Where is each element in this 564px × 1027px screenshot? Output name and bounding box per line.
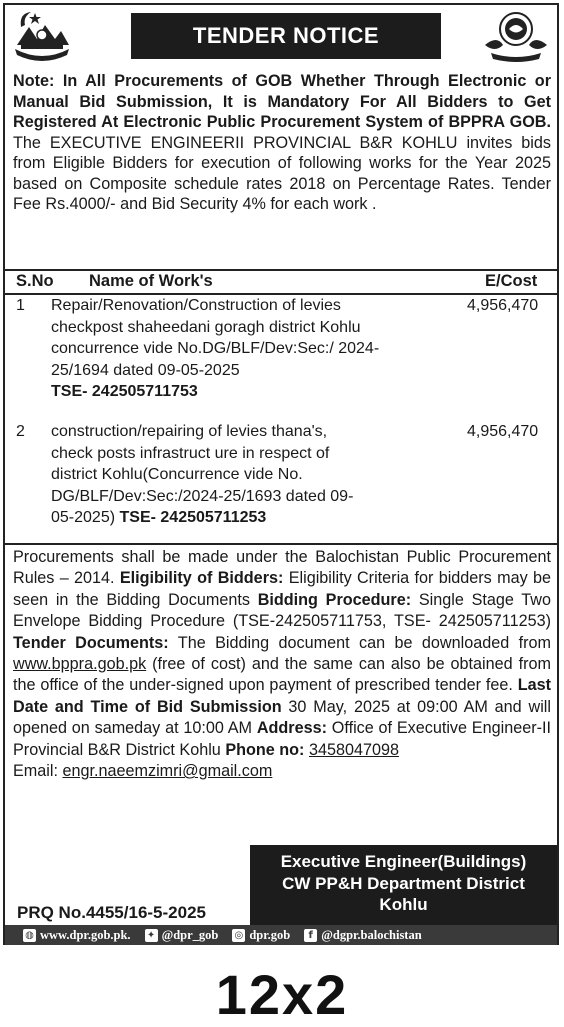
government-emblem-logo — [11, 9, 73, 65]
bidding-procedure-text: Single Stage Two Envelope Bidding Procedure (TSE-242505711753, TSE- 242505711253) — [13, 590, 551, 631]
email-link[interactable]: engr.naeemzimri@gmail.com — [62, 762, 273, 781]
works-table-header — [5, 269, 557, 295]
instagram-icon: ◎ — [232, 929, 245, 942]
row-sno: 1 — [16, 297, 25, 314]
signature-district: Kohlu — [379, 895, 428, 914]
eligibility-label: Eligibility of Bidders: — [119, 569, 284, 588]
footer-twitter[interactable] — [145, 928, 219, 943]
registration-note: Note: In All Procurements of GOB Whether Through Electronic or Manual Bid Submission, It is Mandatory For All Bidders to Get Registered At Electronic Public Procurement System of BPPRA GOB. — [13, 72, 551, 131]
header-name-of-works: Name of Work's — [89, 272, 213, 290]
footer-instagram-text: dpr.gob — [249, 927, 291, 942]
dpr-emblem-logo — [481, 9, 551, 65]
prq-number: PRQ No.4455/16-5-2025 — [17, 903, 206, 922]
procurement-rules-text: Procurements shall be made under the Balochistan Public Procurement Rules – 2014. — [13, 548, 551, 588]
row-cost: 4,956,470 — [467, 297, 539, 314]
tender-notice-frame — [3, 3, 559, 945]
row-tse-number: TSE- 242505711753 — [51, 383, 198, 401]
signature-block — [250, 845, 557, 925]
footer-instagram[interactable] — [232, 928, 290, 943]
footer-facebook[interactable] — [304, 928, 421, 943]
phone-number[interactable]: 3458047098 — [308, 740, 399, 759]
invitation-text: The EXECUTIVE ENGINEERII PROVINCIAL B&R KOHLU invites bids from Eligible Bidders for execution of following works for the Year 2025 based on Composite schedule rates 2018 on Percentage Rates. Tender Fee Rs.4000/- and Bid Security 4% for each work . — [13, 133, 551, 213]
tender-documents-text: The Bidding document can be downloaded from — [168, 633, 551, 652]
footer-social-bar — [5, 925, 557, 945]
row-work-description — [51, 421, 373, 529]
header-sno: S.No — [16, 272, 54, 290]
notice-introduction — [13, 71, 551, 215]
email-label: Email: — [13, 762, 63, 781]
work-text: construction/repairing of levies thana's, check posts infrastruct ure in respect of district Kohlu(Concurrence vide No. DG/BLF/Dev:Sec:/2024-25/1693 dated 09-05-2025) — [51, 423, 354, 527]
tender-documents-label: Tender Documents: — [13, 633, 169, 652]
bidding-procedure-label: Bidding Procedure: — [257, 590, 412, 609]
address-label: Address: — [256, 719, 327, 738]
last-date-text: 30 May, 2025 at 09:00 AM and will opened on sameday at 10:00 AM — [13, 697, 551, 738]
header-estimated-cost: E/Cost — [485, 272, 538, 290]
notice-header — [5, 5, 557, 69]
ad-size-label: 12x2 — [215, 963, 349, 1026]
row-tse-number: TSE- 242505711253 — [119, 509, 267, 527]
work-text: Repair/Renovation/Construction of levies checkpost shaheedani goragh district Kohlu concurrence vide No.DG/BLF/Dev:Sec:/ 2024-25/1694 dated 09-05-2025 — [51, 297, 380, 379]
row-work-description — [51, 295, 381, 403]
section-divider — [5, 543, 557, 545]
footer-website[interactable] — [23, 928, 131, 943]
row-cost: 4,956,470 — [467, 423, 539, 440]
eligibility-text: Eligibility Criteria for bidders may be seen in the Bidding Documents — [13, 569, 551, 609]
footer-facebook-text: @dgpr.balochistan — [321, 927, 422, 942]
footer-website-text: www.dpr.gob.pk. — [40, 927, 131, 942]
phone-label: Phone no: — [225, 740, 305, 759]
globe-icon: ◍ — [23, 929, 36, 942]
notice-title: TENDER NOTICE — [131, 13, 441, 59]
footer-twitter-text: @dpr_gob — [161, 927, 219, 942]
procurement-details — [13, 547, 551, 782]
address-text: Office of Executive Engineer-II Provincial B&R District Kohlu — [13, 719, 551, 759]
signature-designation: Executive Engineer(Buildings) — [280, 852, 527, 871]
bppra-website-link[interactable]: www.bppra.gob.pk — [13, 655, 147, 674]
row-sno: 2 — [16, 423, 25, 440]
twitter-icon: ✦ — [145, 929, 158, 942]
facebook-icon: f — [304, 929, 317, 942]
tender-documents-text-cont: (free of cost) and the same can also be obtained from the office of the under-signed upon payment of prescribed tender fee. — [13, 655, 551, 695]
signature-department: CW PP&H Department District — [282, 873, 525, 893]
last-date-label: Last Date and Time of Bid Submission — [13, 676, 551, 716]
